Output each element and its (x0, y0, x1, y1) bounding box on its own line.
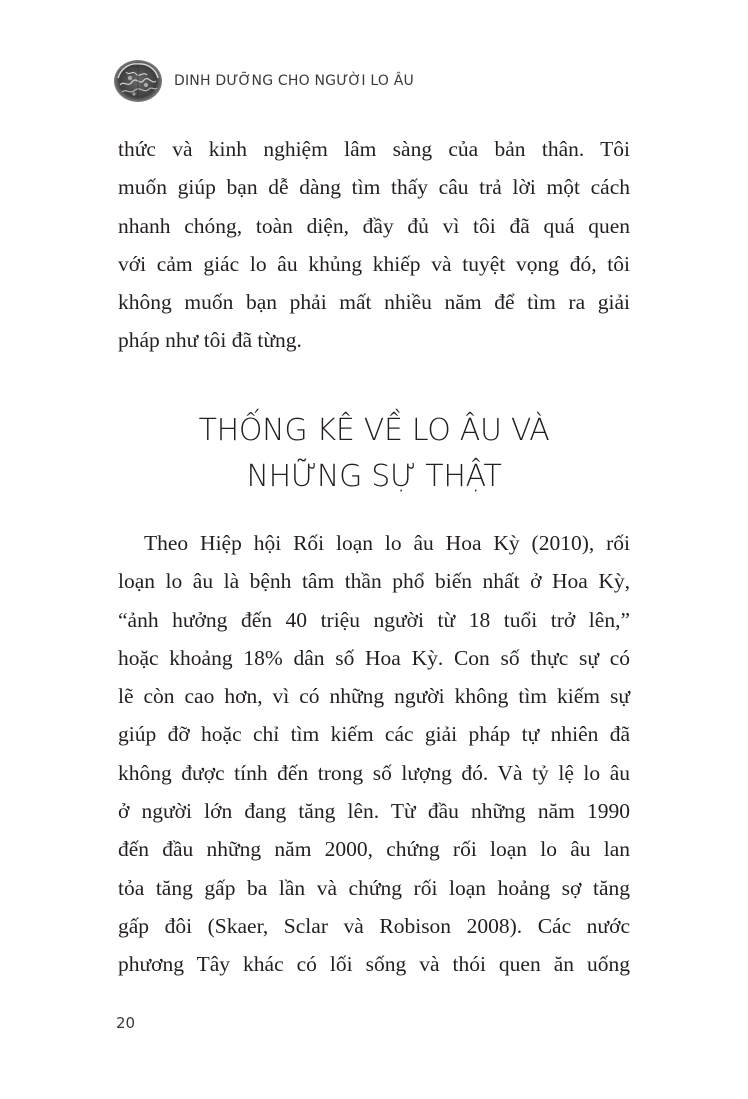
text-line: Theo Hiệp hội Rối loạn lo âu Hoa Kỳ (2010), rối (144, 531, 630, 555)
text-line: pháp như tôi đã từng. (118, 328, 302, 353)
brain-icon (112, 58, 164, 104)
text-line: ở người lớn đang tăng lên. Từ đầu những năm 1990 (118, 799, 630, 824)
text-line: không được tính đến trong số lượng đó. Và tỷ lệ lo âu (118, 760, 630, 785)
text-line: loạn lo âu là bệnh tâm thần phổ biến nhất ở Hoa Kỳ, (118, 569, 630, 594)
text-line: với cảm giác lo âu khủng khiếp và tuyệt vọng đó, tôi (118, 251, 630, 276)
text-line: hoặc khoảng 18% dân số Hoa Kỳ. Con số thực sự có (118, 645, 630, 670)
text-line: đến đầu những năm 2000, chứng rối loạn lo âu lan (118, 837, 630, 862)
text-line: nhanh chóng, toàn diện, đầy đủ vì tôi đã quá quen (118, 213, 630, 238)
text-line: thức và kinh nghiệm lâm sàng của bản thân. Tôi (118, 137, 630, 161)
text-line: lẽ còn cao hơn, vì có những người không tìm kiếm sự (118, 684, 630, 709)
text-line: phương Tây khác có lối sống và thói quen ăn uống (118, 952, 630, 977)
text-line: không muốn bạn phải mất nhiều năm để tìm ra giải (118, 290, 630, 315)
text-line: muốn giúp bạn dễ dàng tìm thấy câu trả lời một cách (118, 175, 630, 200)
text-line: “ảnh hưởng đến 40 triệu người từ 18 tuổi trở lên,” (118, 607, 630, 632)
text-line: tỏa tăng gấp ba lần và chứng rối loạn hoảng sợ tăng (118, 875, 630, 900)
paragraph-intro (118, 130, 630, 360)
text-line: giúp đỡ hoặc chỉ tìm kiếm các giải pháp tự nhiên đã (118, 722, 630, 747)
running-head-title: DINH DƯỠNG CHO NGƯỜI LO ÂU (174, 73, 414, 89)
section-heading-line-1: THỐNG KÊ VỀ LO ÂU VÀ (198, 413, 550, 448)
page-number: 20 (116, 1014, 136, 1032)
section-heading (118, 408, 630, 500)
running-header (112, 56, 414, 106)
paragraph-statistics (118, 524, 630, 984)
text-line: gấp đôi (Skaer, Sclar và Robison 2008). Các nước (118, 913, 630, 938)
section-heading-line-2: NHỮNG SỰ THẬT (246, 459, 502, 494)
